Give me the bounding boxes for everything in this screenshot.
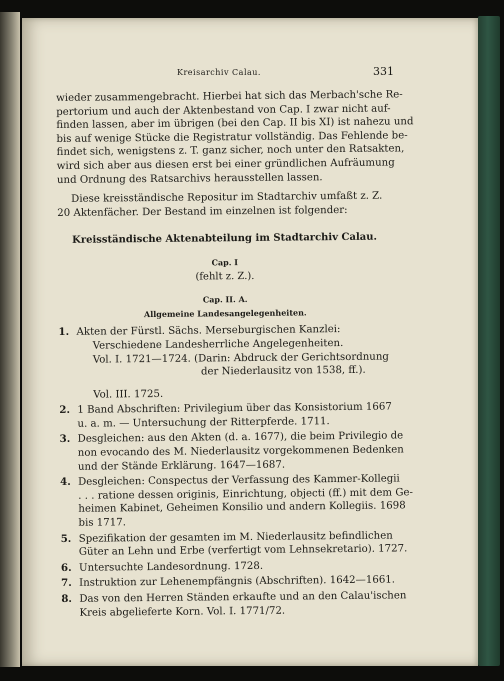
item-number: 6. <box>60 561 72 574</box>
text-line: wird sich aber aus diesen erst bei einer gründlichen Aufräumung <box>56 157 395 172</box>
item-number: 4. <box>60 476 71 489</box>
item-line: Güter an Lehn und Erbe (verfertigt vom Lehnsekretario). 1727. <box>78 543 408 559</box>
item-line: Desgleichen: aus den Akten (d. a. 1677), die beim Privilegio de <box>77 430 404 446</box>
list-item <box>61 558 395 575</box>
page-header <box>22 65 478 82</box>
running-head: Kreisarchiv Calau. <box>177 68 261 77</box>
item-line: Spezifikation der gesamten im M. Niederlausitz befindlichen <box>78 530 393 545</box>
item-line: u. a. m. — Untersuchung der Ritterpferde. 1711. <box>77 416 330 430</box>
chapter-title: Cap. II. A. <box>202 294 248 305</box>
text-line: 20 Aktenfächer. Der Bestand im einzelnen ist folgender: <box>57 204 348 219</box>
list-item <box>60 529 408 560</box>
book-cover-edge <box>478 16 500 666</box>
item-number: 2. <box>59 404 71 417</box>
list-item <box>61 574 395 591</box>
text-line: bis auf wenige Stücke die Registratur vollständig. Das Fehlende be- <box>56 130 408 145</box>
text-line: wieder zusammengebracht. Hierbei hat sich das Merbach'sche Re- <box>56 89 403 104</box>
item-line: Verschiedene Landesherrliche Angelegenheiten. <box>92 337 344 352</box>
page-number: 331 <box>373 65 394 78</box>
item-line: Kreis abgelieferte Korn. Vol. I. 1771/72. <box>79 605 286 619</box>
item-line: Instruktion zur Lehenempfängnis (Abschriften). 1642—1661. <box>79 574 396 590</box>
item-line: Vol. I. 1721—1724. (Darin: Abdruck der Gerichtsordnung <box>92 351 389 366</box>
item-number: 1. <box>58 326 70 339</box>
list-item <box>59 430 404 474</box>
text-line: und Ordnung des Ratsarchivs herausstellen lassen. <box>56 171 323 186</box>
item-number: 8. <box>61 592 73 605</box>
page-body <box>56 89 414 623</box>
list-item <box>59 401 393 432</box>
text-line: pertorium und auch der Aktenbestand von Cap. I zwar nicht auf- <box>56 103 391 118</box>
item-line: Desgleichen: Conspectus der Verfassung des Kammer-Kollegii <box>78 473 400 489</box>
chapter-note: (fehlt z. Z.). <box>195 270 255 283</box>
item-number: 5. <box>60 532 72 545</box>
item-number: 3. <box>59 433 71 446</box>
chapter-subtitle: Allgemeine Landesangelegenheiten. <box>143 307 307 319</box>
item-line: 1 Band Abschriften: Privilegium über das Konsistorium 1667 <box>77 401 392 417</box>
facing-page-edge <box>0 12 20 667</box>
item-line: heimen Kabinet, Geheimen Konsilio und andern Kollegiis. 1698 <box>78 500 406 516</box>
item-line: Akten der Fürstl. Sächs. Merseburgischen Kanzlei: <box>76 324 341 339</box>
item-line: Untersuchte Landesordnung. 1728. <box>78 560 264 574</box>
item-line: und der Stände Erklärung. 1647—1687. <box>77 459 286 473</box>
item-line: bis 1717. <box>78 517 126 529</box>
list-item <box>61 589 407 620</box>
chapter-title: Cap. I <box>211 257 239 268</box>
section-heading: Kreisständische Aktenabteilung im Stadtarchiv Calau. <box>72 231 378 247</box>
text-line: Diese kreisständische Repositur im Stadtarchiv umfaßt z. Z. <box>71 190 383 206</box>
item-line: non evocando des M. Niederlausitz vorgekommenen Bedenken <box>77 444 404 459</box>
list-item <box>60 473 413 531</box>
item-line: der Niederlausitz von 1538, ff.). <box>200 364 366 378</box>
text-line: finden lassen, aber im übrigen (bei den Cap. II bis XI) ist nahezu und <box>56 116 414 132</box>
item-line: Vol. III. 1725. <box>93 388 164 401</box>
item-line: . . . ratione dessen originis, Einrichtung, objecti (ff.) mit dem Ge- <box>78 487 413 502</box>
book-page <box>22 18 478 666</box>
holdings-paragraph <box>57 190 391 221</box>
intro-paragraph <box>56 89 414 188</box>
list-item <box>58 323 393 402</box>
item-line: Das von den Herren Ständen erkaufte und an den Calau'ischen <box>79 590 407 605</box>
text-line: findet sich, wenigstens z. T. ganz sicher, noch unter den Ratsakten, <box>56 143 405 159</box>
item-number: 7. <box>61 577 72 590</box>
